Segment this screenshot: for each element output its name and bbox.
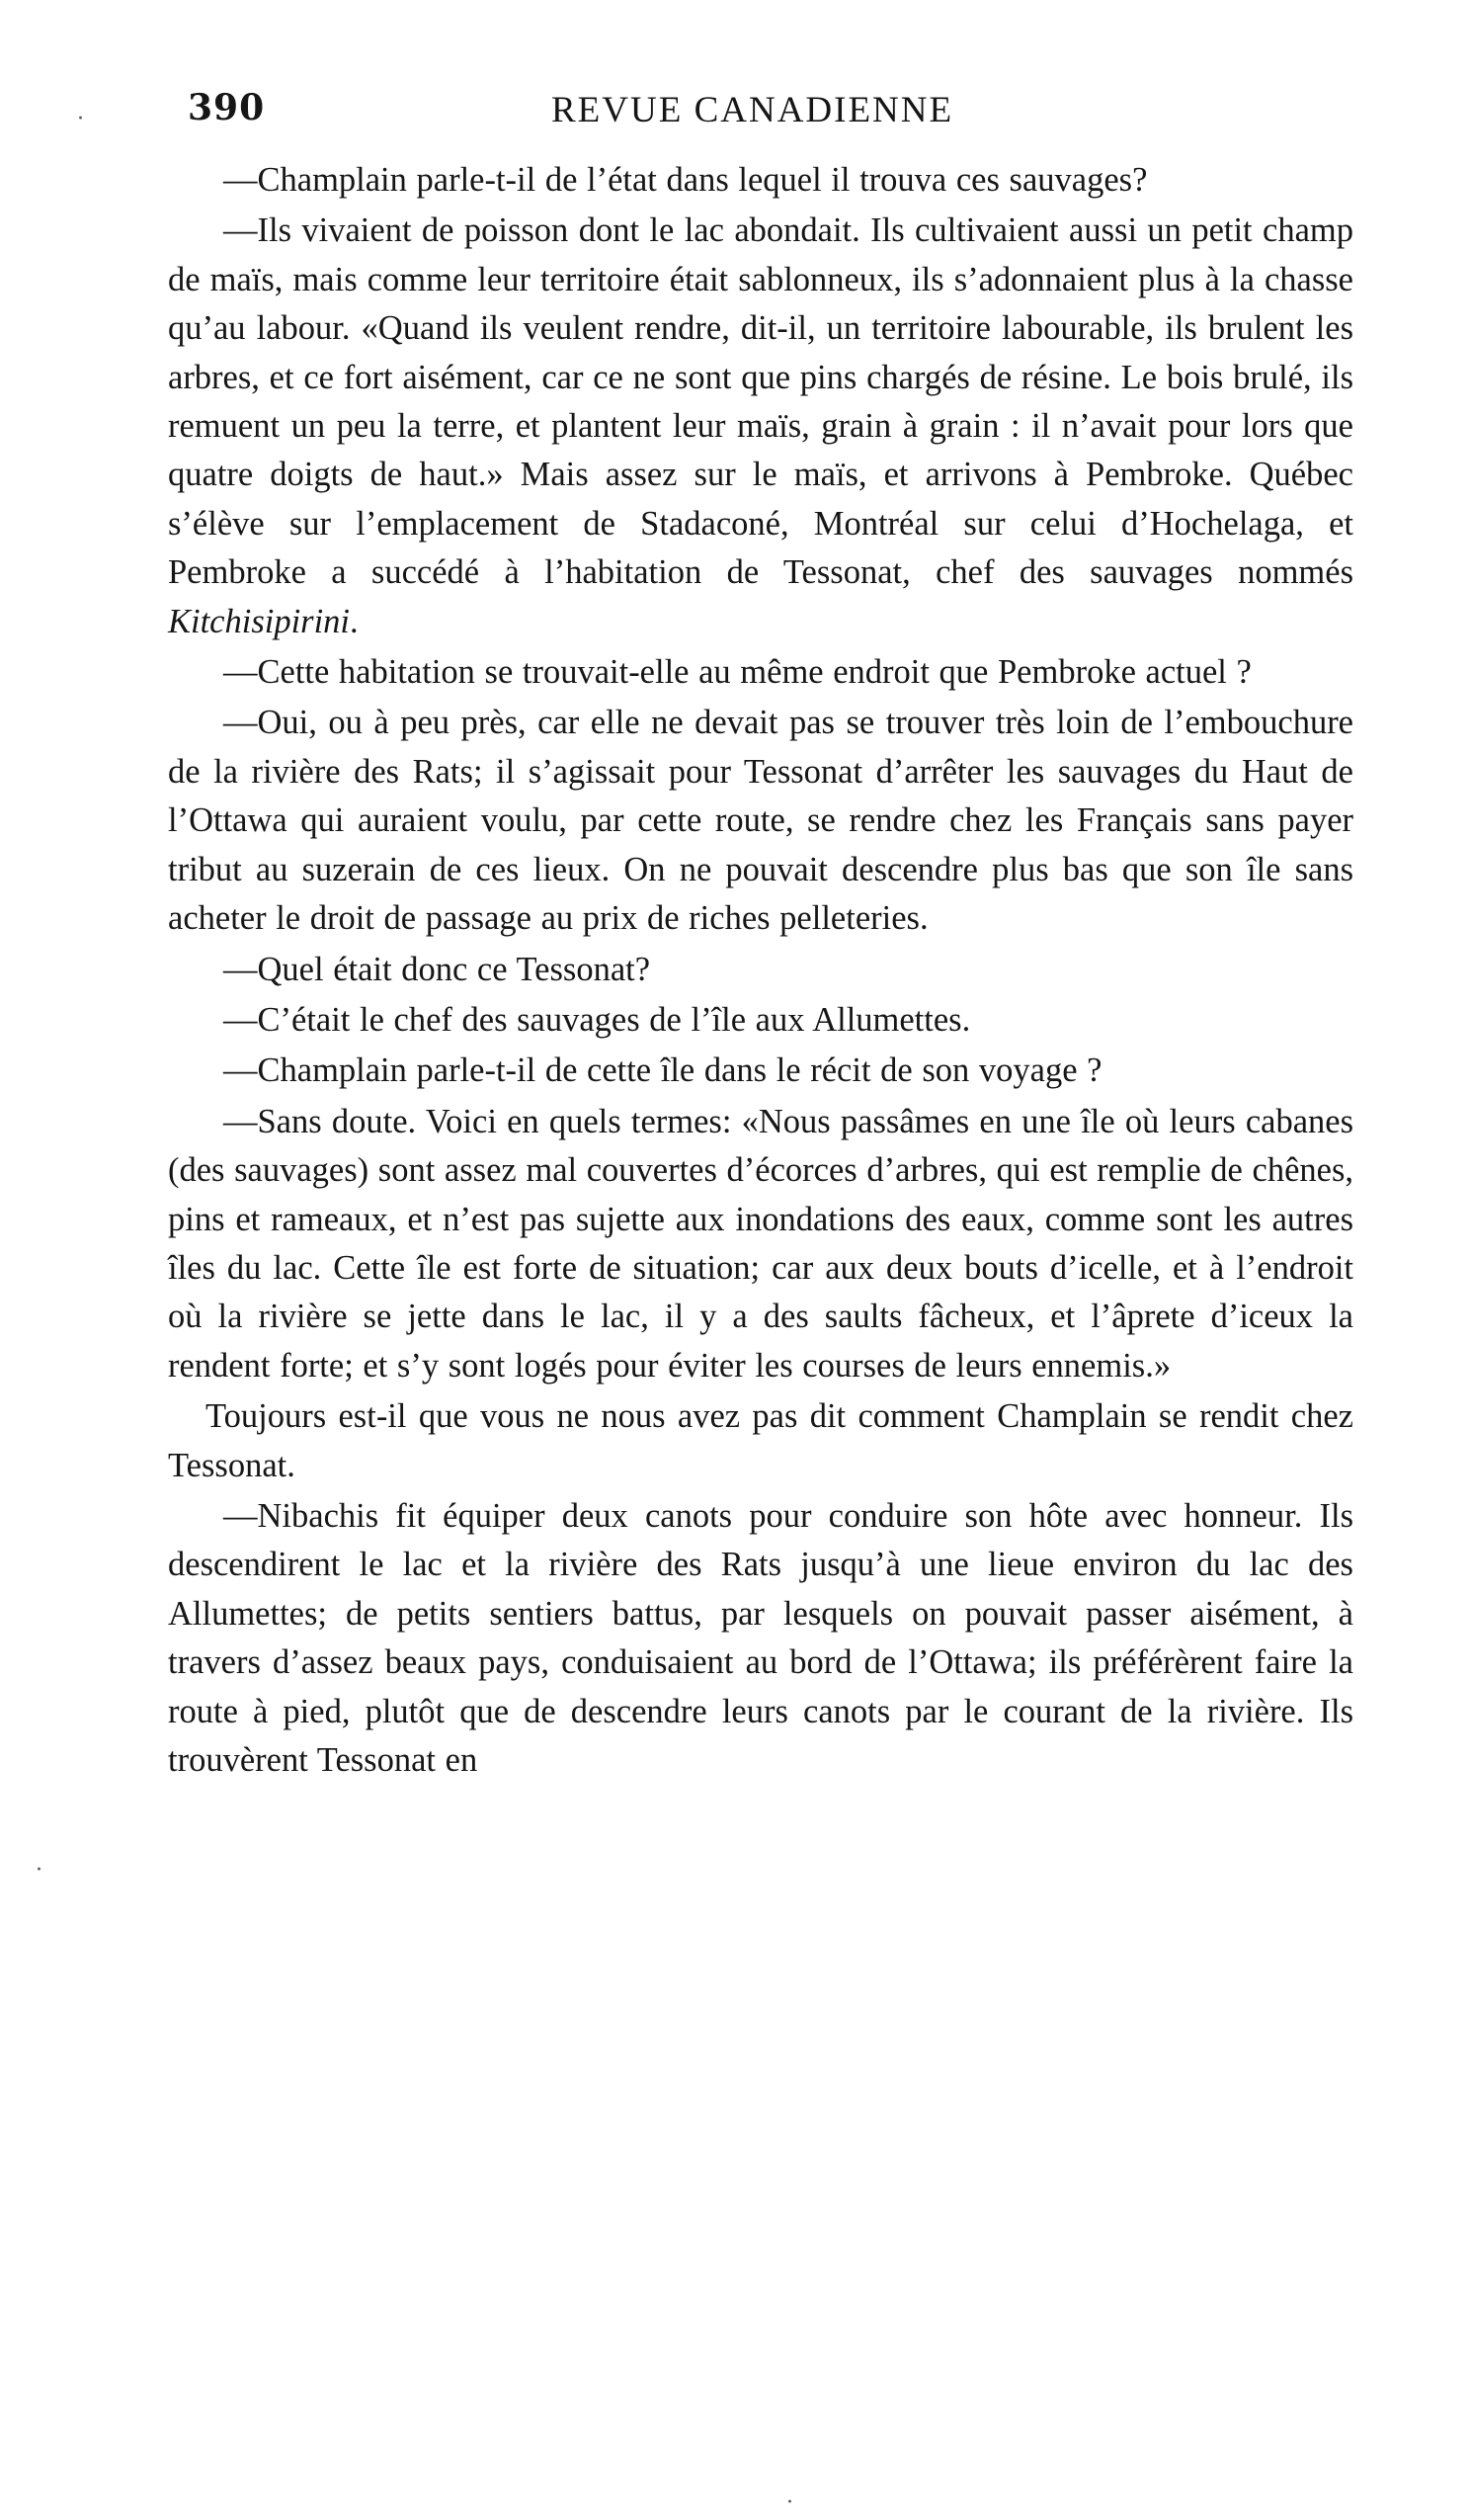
body-text (168, 156, 1353, 1787)
running-title: REVUE CANADIENNE (551, 90, 954, 130)
paragraph-1: —Champlain parle-t-il de l’état dans lequel il trouva ces sauvages? (223, 161, 1148, 199)
page-header (176, 87, 1361, 146)
margin-speck: · (786, 2490, 793, 2515)
tribe-name-italic: Kitchisipirini (168, 602, 351, 640)
paragraph-3: —Cette habitation se trouvait-elle au même endroit que Pembroke actuel ? (223, 653, 1252, 692)
paragraph-8: —Sans doute. Voici en quels termes: «Nous passâmes en une île où leurs cabanes (des sauvages) sont assez mal couvertes d’écorces d’arbres, qui est remplie de chênes, pins et rameaux, et n’est pas sujette aux inondations des eaux, comme sont les autres îles du lac. Cette île est forte de situation; car aux deux bouts d’icelle, et à l’endroit où la rivière se jette dans le lac, il y a des saults fâcheux, et l’âprete d’iceux la rendent forte; et s’y sont logés pour éviter les courses de leurs ennemis.» (168, 1102, 1353, 1385)
paragraph-10: —Nibachis fit équiper deux canots pour conduire son hôte avec honneur. Ils descendirent le lac et la rivière des Rats jusqu’à une lieue environ du lac des Allumettes; de petits sentiers battus, par lesquels on pouvait passer aisément, à travers d’assez beaux pays, conduisaient au bord de l’Ottawa; ils préférèrent faire la route à pied, plutôt que de descendre leurs canots par le courant de la rivière. Ils trouvèrent Tessonat en (168, 1496, 1353, 1779)
paragraph-5: —Quel était donc ce Tessonat? (223, 950, 651, 988)
paragraph-7: —Champlain parle-t-il de cette île dans le récit de son voyage ? (223, 1051, 1102, 1090)
paragraph-2: —Ils vivaient de poisson dont le lac abondait. Ils cultivaient aussi un petit champ de maïs, mais comme leur territoire était sablonneux, ils s’adonnaient plus à la chasse qu’au labour. «Quand ils veulent rendre, dit-il, un territoire labourable, ils brulent les arbres, et ce fort aisément, car ce ne sont que pins chargés de résine. Le bois brulé, ils remuent un peu la terre, et plantent leur maïs, grain à grain : il n’avait pour lors que quatre doigts de haut.» Mais assez sur le maïs, et arrivons à Pembroke. Québec s’élève sur l’emplacement de Stadaconé, Montréal sur celui d’Hochelaga, et Pembroke a succédé à l’habitation de Tessonat, chef des sauvages nommés Kitchisipirini. (168, 211, 1353, 640)
margin-speck: · (77, 107, 84, 131)
paragraph-9: Toujours est-il que vous ne nous avez pas dit comment Champlain se rendit chez Tessonat. (168, 1397, 1353, 1484)
paragraph-6: —C’était le chef des sauvages de l’île aux Allumettes. (223, 1000, 971, 1039)
page-number: 390 (188, 87, 266, 128)
paragraph-4: —Oui, ou à peu près, car elle ne devait pas se trouver très loin de l’embouchure de la rivière des Rats; il s’agissait pour Tessonat d’arrêter les sauvages du Haut de l’Ottawa qui auraient voulu, par cette route, se rendre chez les Français sans payer tribut au suzerain de ces lieux. On ne pouvait descendre plus bas que son île sans acheter le droit de passage au prix de riches pelleteries. (168, 704, 1353, 938)
margin-speck: · (36, 1858, 42, 1883)
